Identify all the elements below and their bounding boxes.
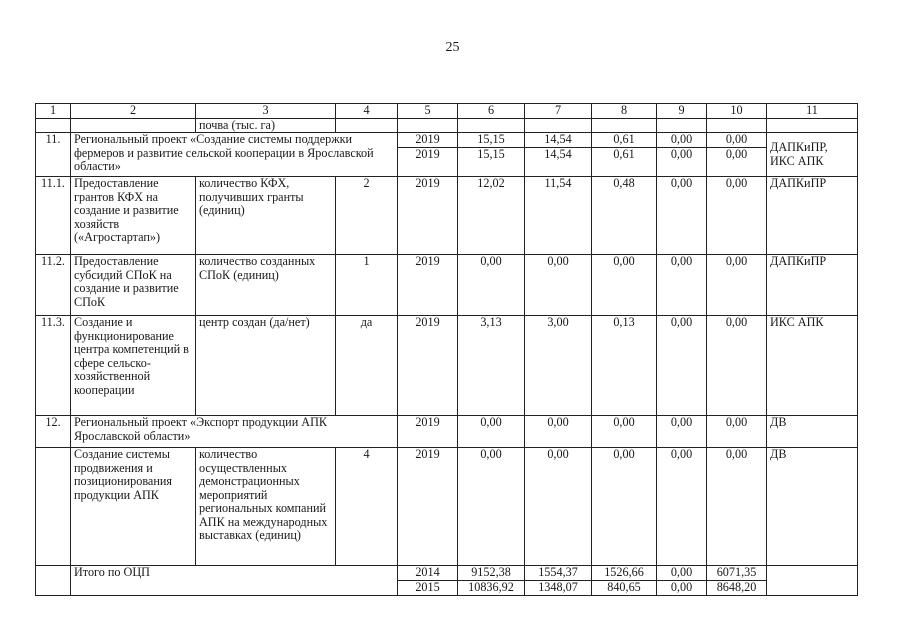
- indicator-name: количество КФХ, получивших гранты (единиц): [196, 177, 336, 255]
- row-number: [36, 448, 71, 566]
- year-value: 2019: [398, 316, 458, 416]
- value: 11,54: [525, 177, 592, 255]
- value: 0,61: [592, 133, 656, 148]
- executor: ДАПКиПР, ИКС АПК: [767, 133, 858, 177]
- value: 0,00: [670, 579, 693, 594]
- indicator-value: да: [336, 316, 398, 416]
- year-value: 2019: [398, 255, 458, 316]
- row-number: 11.2.: [36, 255, 71, 316]
- executor: ДВ: [767, 448, 858, 566]
- row-number: 11.: [36, 133, 71, 177]
- row-number: 11.1.: [36, 177, 71, 255]
- program-table: [35, 103, 858, 596]
- header-cell: 2: [71, 104, 196, 119]
- value: 3,13: [458, 316, 525, 416]
- activity-name: Создание системы продвижения и позиционирования продукции АПК: [71, 448, 196, 566]
- indicator-name: количество осуществленных демонстрационных мероприятий региональных компаний АПК на международных выставках (единиц): [196, 448, 336, 566]
- value-cell: [525, 566, 592, 596]
- value-cell: [592, 133, 657, 177]
- value-cell: [525, 133, 592, 177]
- value: 12,02: [458, 177, 525, 255]
- activity-name: Создание и функционирование центра компетенций в сфере сельско-хозяйственной кооперации: [71, 316, 196, 416]
- table-row: [36, 255, 858, 316]
- header-cell: 6: [458, 104, 525, 119]
- value: 0,00: [657, 566, 706, 581]
- value: 0,00: [525, 255, 592, 316]
- row-number: 12.: [36, 416, 71, 448]
- table-row: [36, 316, 858, 416]
- value: 0,00: [657, 448, 707, 566]
- value: 0,00: [725, 146, 748, 161]
- value: 0,00: [707, 448, 767, 566]
- value: 0,00: [592, 416, 657, 448]
- value: 0,00: [707, 255, 767, 316]
- carry-over-row: [36, 118, 858, 133]
- value: 0,00: [657, 416, 707, 448]
- year-cell: [398, 133, 458, 177]
- value-cell: [592, 566, 657, 596]
- header-cell: 1: [36, 104, 71, 119]
- table-row: [36, 177, 858, 255]
- year-cell: [398, 566, 458, 596]
- executor: ДАПКиПР: [767, 255, 858, 316]
- year-value: 2015: [415, 579, 440, 594]
- year-value: 2014: [398, 566, 457, 581]
- table-row: [36, 448, 858, 566]
- value: 14,54: [525, 133, 591, 148]
- header-cell: 10: [707, 104, 767, 119]
- value: 0,00: [458, 416, 525, 448]
- row-number: 11.3.: [36, 316, 71, 416]
- page-number: 25: [445, 40, 460, 55]
- value: 10836,92: [468, 579, 514, 594]
- value: 0,00: [657, 133, 706, 148]
- value: 15,15: [477, 146, 505, 161]
- value: 0,00: [657, 255, 707, 316]
- year-value: 2019: [415, 146, 440, 161]
- table-row: [36, 416, 858, 448]
- total-label: Итого по ОЦП: [71, 566, 398, 596]
- project-name: Региональный проект «Экспорт продукции АПК Ярославской области»: [71, 416, 398, 448]
- carry-over-text: почва (тыс. га): [196, 118, 336, 133]
- table-row: [36, 133, 858, 177]
- value: 0,00: [707, 133, 766, 148]
- value-cell: [657, 133, 707, 177]
- indicator-value: 2: [336, 177, 398, 255]
- value: 0,00: [458, 255, 525, 316]
- value: 0,00: [670, 146, 693, 161]
- indicator-name: центр создан (да/нет): [196, 316, 336, 416]
- value: 14,54: [544, 146, 572, 161]
- header-cell: 5: [398, 104, 458, 119]
- value: 9152,38: [458, 566, 524, 581]
- value: 0,00: [657, 177, 707, 255]
- value: 0,00: [458, 448, 525, 566]
- header-cell: 11: [767, 104, 858, 119]
- value: 0,48: [592, 177, 657, 255]
- project-name: Региональный проект «Создание системы поддержки фермеров и развитие сельской кооперации в Ярославской области»: [71, 133, 398, 177]
- value: 0,00: [525, 448, 592, 566]
- year-value: 2019: [398, 177, 458, 255]
- activity-name: Предоставление субсидий СПоК на создание и развитие СПоК: [71, 255, 196, 316]
- value-cell: [657, 566, 707, 596]
- value: 6071,35: [707, 566, 766, 581]
- year-value: 2019: [398, 416, 458, 448]
- value: 1348,07: [538, 579, 578, 594]
- indicator-name: количество созданных СПоК (единиц): [196, 255, 336, 316]
- indicator-value: 4: [336, 448, 398, 566]
- value: 0,61: [613, 146, 635, 161]
- value-cell: [458, 566, 525, 596]
- value: 3,00: [525, 316, 592, 416]
- executor: ДАПКиПР: [767, 177, 858, 255]
- year-value: 2019: [398, 133, 457, 148]
- value: 15,15: [458, 133, 524, 148]
- executor: ИКС АПК: [767, 316, 858, 416]
- year-value: 2019: [398, 448, 458, 566]
- activity-name: Предоставление грантов КФХ на создание и развитие хозяйств («Агростартап»): [71, 177, 196, 255]
- value: 0,00: [592, 255, 657, 316]
- value: 840,65: [607, 579, 641, 594]
- header-cell: 4: [336, 104, 398, 119]
- value: 0,00: [707, 416, 767, 448]
- indicator-value: 1: [336, 255, 398, 316]
- value: 1526,66: [592, 566, 656, 581]
- value: 0,00: [525, 416, 592, 448]
- header-cell: 7: [525, 104, 592, 119]
- value: 8648,20: [716, 579, 757, 594]
- header-cell: 8: [592, 104, 657, 119]
- header-row: [36, 104, 858, 119]
- value: 0,00: [657, 316, 707, 416]
- value: 1554,37: [525, 566, 591, 581]
- total-row: [36, 566, 858, 596]
- value-cell: [458, 133, 525, 177]
- value: 0,00: [707, 316, 767, 416]
- executor: ДВ: [767, 416, 858, 448]
- value-cell: [707, 133, 767, 177]
- header-cell: 3: [196, 104, 336, 119]
- value-cell: [707, 566, 767, 596]
- value: 0,00: [592, 448, 657, 566]
- value: 0,13: [592, 316, 657, 416]
- value: 0,00: [707, 177, 767, 255]
- header-cell: 9: [657, 104, 707, 119]
